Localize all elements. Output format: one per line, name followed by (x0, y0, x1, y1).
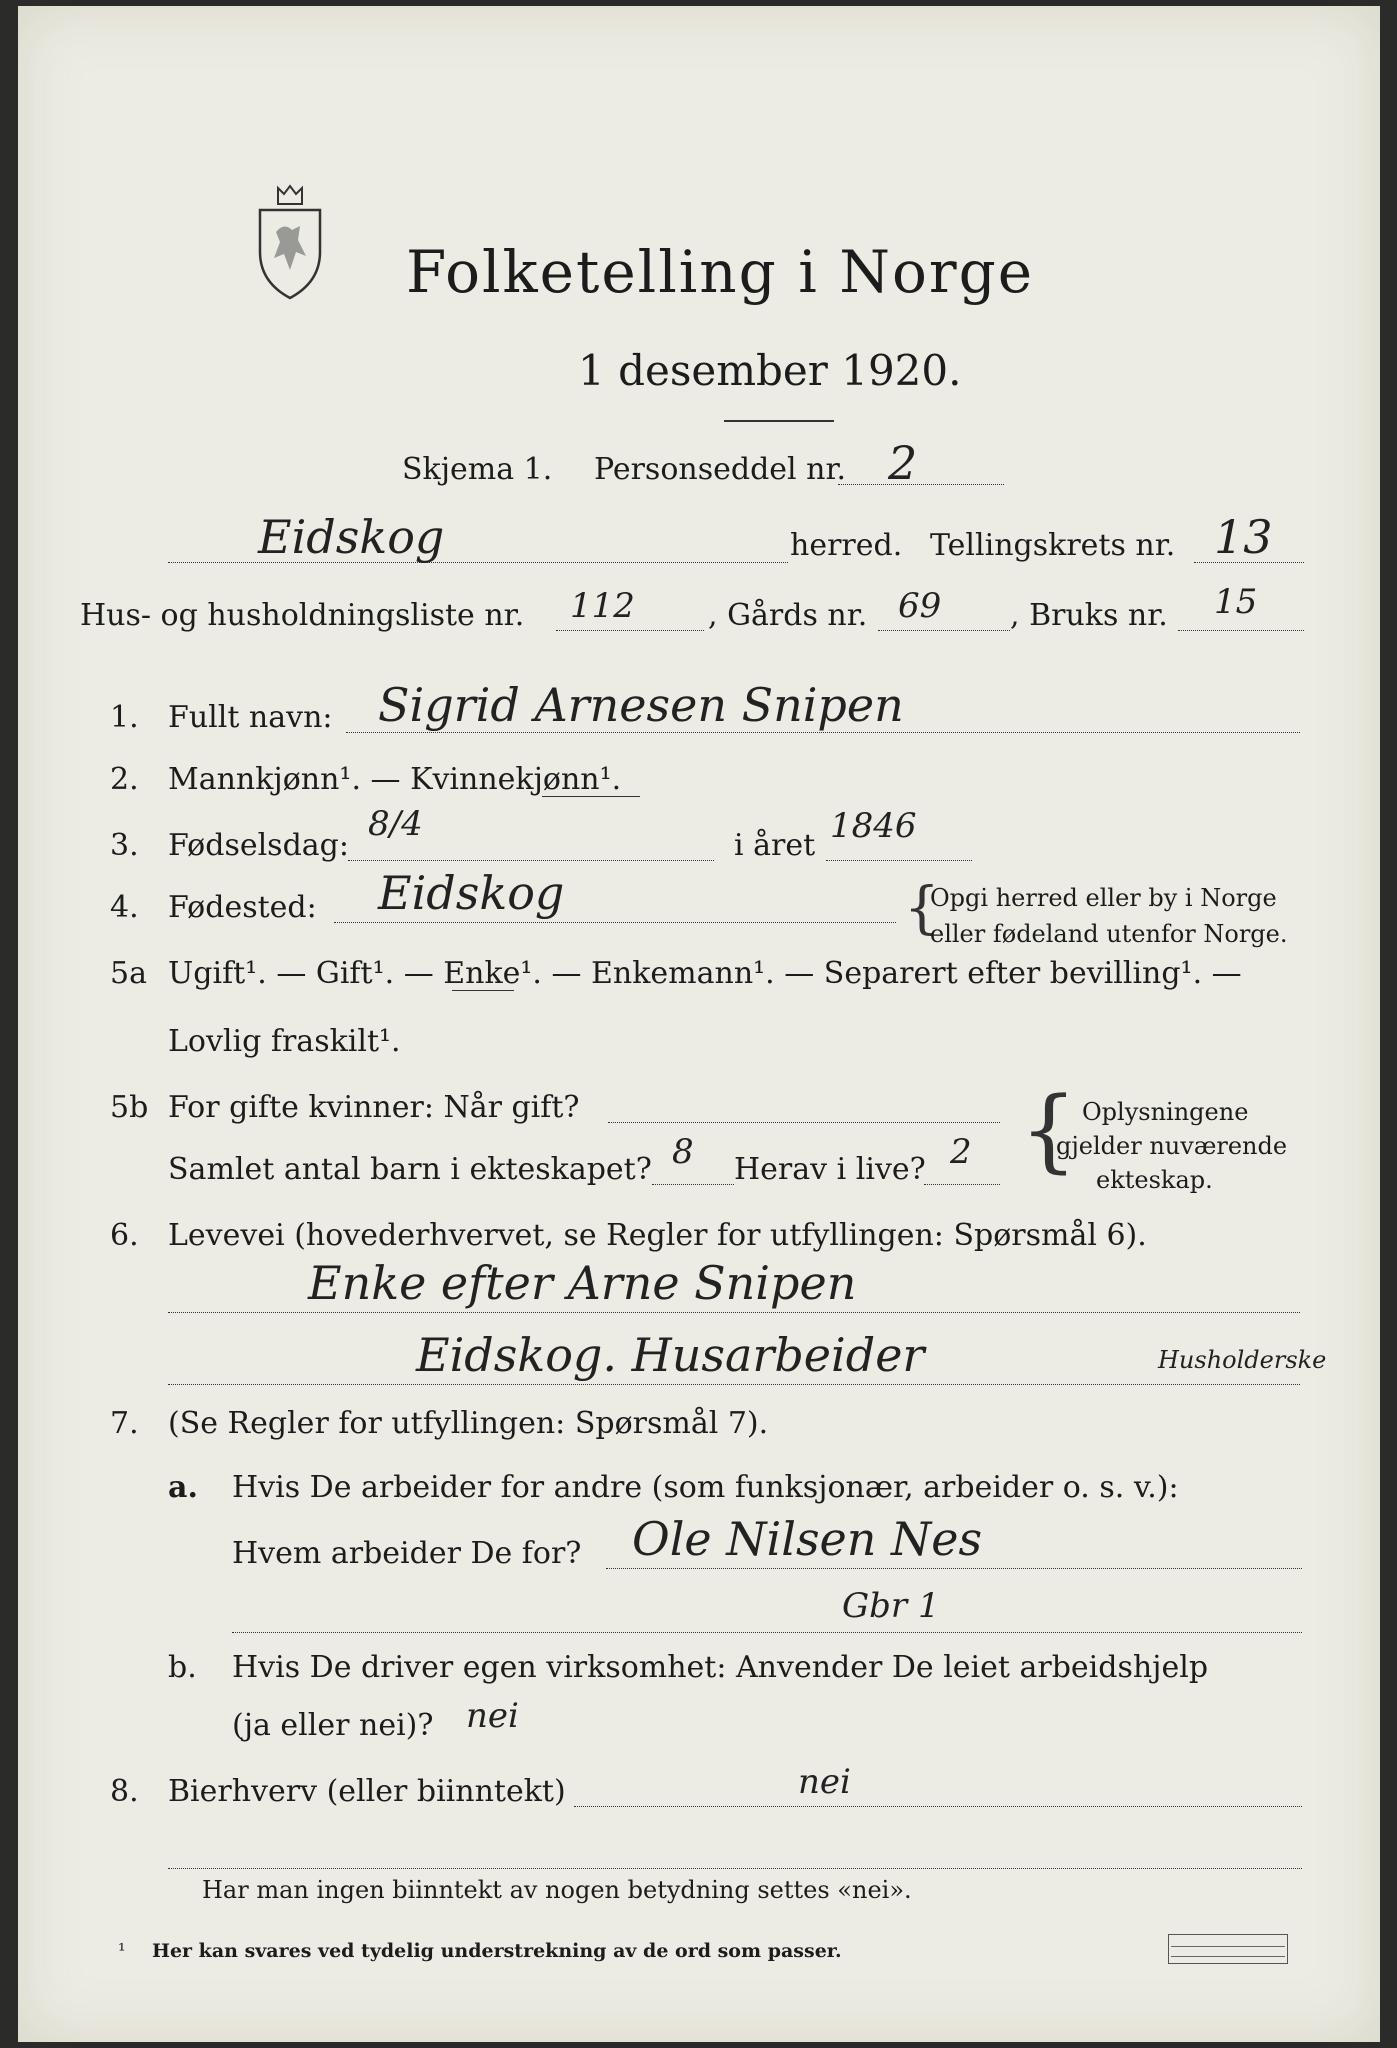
q2-label: Mannkjønn¹. — Kvinnekjønn¹. (168, 762, 622, 797)
q8-number: 8. (110, 1774, 139, 1809)
gards-label: , Gårds nr. (708, 598, 868, 633)
footnote: Her kan svares ved tydelig understrekning av de ord som passer. (152, 1940, 842, 1962)
gards-value: 69 (898, 586, 942, 626)
q1-line (346, 732, 1300, 733)
census-form-page (18, 6, 1380, 2042)
q7-number: 7. (110, 1406, 139, 1441)
q7b-label-2: (ja eller nei)? (232, 1708, 434, 1743)
q5b-number: 5b (110, 1090, 149, 1125)
herred-label: herred. (790, 528, 903, 563)
schema-label: Skjema 1. (402, 452, 553, 487)
herred-value: Eidskog (258, 510, 445, 564)
q5a-underline-enke (452, 990, 514, 991)
q7a-who-line (606, 1568, 1302, 1569)
q3-line (348, 860, 714, 861)
q7b-label: Hvis De driver egen virksomhet: Anvender De leiet arbeidshjelp (232, 1650, 1209, 1685)
q6-value-1: Enke efter Arne Snipen (308, 1256, 857, 1310)
tellingskrets-label: Tellingskrets nr. (930, 528, 1176, 563)
q4-note-line1: Opgi herred eller by i Norge (930, 884, 1277, 912)
q7a-value-2: Gbr 1 (842, 1586, 940, 1626)
q4-brace: { (904, 876, 940, 941)
q5b-note-line1: Oplysningene (1082, 1098, 1249, 1126)
q3-number: 3. (110, 828, 139, 863)
q6-line-1 (168, 1312, 1300, 1313)
personseddel-label: Personseddel nr. (594, 452, 847, 487)
q5b-children-value: 8 (672, 1132, 694, 1172)
q5b-label: For gifte kvinner: Når gift? (168, 1090, 580, 1125)
q1-value: Sigrid Arnesen Snipen (378, 678, 904, 732)
husliste-value: 112 (570, 586, 635, 626)
q7a-label: Hvis De arbeider for andre (som funksjonær, arbeider o. s. v.): (232, 1470, 1179, 1505)
q8-label: Bierhverv (eller biinntekt) (168, 1774, 566, 1809)
q5b-note-line2: gjelder nuværende (1056, 1132, 1288, 1160)
q5b-children-line (652, 1184, 734, 1185)
q5b-children-label: Samlet antal barn i ekteskapet? (168, 1152, 652, 1187)
q5b-brace: { (1020, 1078, 1078, 1183)
q8-value: nei (798, 1762, 851, 1802)
q4-note-line2: eller fødeland utenfor Norge. (930, 920, 1288, 948)
bruks-value: 15 (1214, 582, 1258, 622)
printer-stamp-icon (1168, 1934, 1288, 1964)
bruks-line (1178, 630, 1304, 631)
tellingskrets-value: 13 (1214, 510, 1273, 564)
q1-label: Fullt navn: (168, 700, 333, 735)
q7b-letter: b. (168, 1650, 197, 1685)
q5a-label-2: Lovlig fraskilt¹. (168, 1024, 401, 1059)
q8-line (574, 1806, 1302, 1807)
q5b-married-line (608, 1122, 1000, 1123)
footnote-mark: ¹ (118, 1940, 126, 1962)
q3-year-line (826, 860, 972, 861)
personseddel-line (838, 484, 1004, 485)
q6-line-2 (168, 1384, 1300, 1385)
q3-year-label: i året (734, 828, 816, 863)
q3-value: 8/4 (368, 804, 423, 844)
q6-value-2: Eidskog. Husarbeider (416, 1328, 925, 1382)
form-title: Folketelling i Norge (406, 238, 1035, 306)
personseddel-value: 2 (888, 436, 918, 490)
q5b-alive-line (924, 1184, 1000, 1185)
q5b-alive-label: Herav i live? (734, 1152, 926, 1187)
norwegian-coat-of-arms-icon (240, 182, 340, 302)
q3-label: Fødselsdag: (168, 828, 349, 863)
q4-line (334, 922, 896, 923)
q7a-who-label: Hvem arbeider De for? (232, 1536, 582, 1571)
q5a-label: Ugift¹. — Gift¹. — Enke¹. — Enkemann¹. — Separert efter bevilling¹. — (168, 956, 1242, 991)
title-divider (724, 420, 834, 422)
q6-value-3: Husholderske (1158, 1346, 1327, 1374)
q1-number: 1. (110, 700, 139, 735)
husliste-label: Hus- og husholdningsliste nr. (80, 598, 525, 633)
q2-underline-kvinnekjonn (542, 796, 640, 797)
q6-number: 6. (110, 1218, 139, 1253)
q6-label: Levevei (hovederhvervet, se Regler for utfyllingen: Spørsmål 6). (168, 1218, 1147, 1253)
q3-year-value: 1846 (830, 806, 917, 846)
q7a-letter: a. (168, 1470, 198, 1505)
footer-note: Har man ingen biinntekt av nogen betydning settes «nei». (202, 1876, 912, 1904)
q4-value: Eidskog (378, 866, 565, 920)
q5a-number: 5a (110, 956, 147, 991)
q7-label: (Se Regler for utfyllingen: Spørsmål 7). (168, 1406, 769, 1441)
gards-line (878, 630, 1010, 631)
form-date: 1 desember 1920. (578, 346, 962, 395)
bruks-label: , Bruks nr. (1010, 598, 1168, 633)
q4-number: 4. (110, 890, 139, 925)
q8-extra-line (168, 1868, 1302, 1869)
q2-number: 2. (110, 762, 139, 797)
q7a-extra-line (232, 1632, 1302, 1633)
q5b-alive-value: 2 (950, 1132, 972, 1172)
husliste-line (556, 630, 704, 631)
q7a-value: Ole Nilsen Nes (632, 1512, 983, 1566)
q5b-note-line3: ekteskap. (1096, 1166, 1213, 1194)
q4-label: Fødested: (168, 890, 317, 925)
q7b-value: nei (466, 1696, 519, 1736)
